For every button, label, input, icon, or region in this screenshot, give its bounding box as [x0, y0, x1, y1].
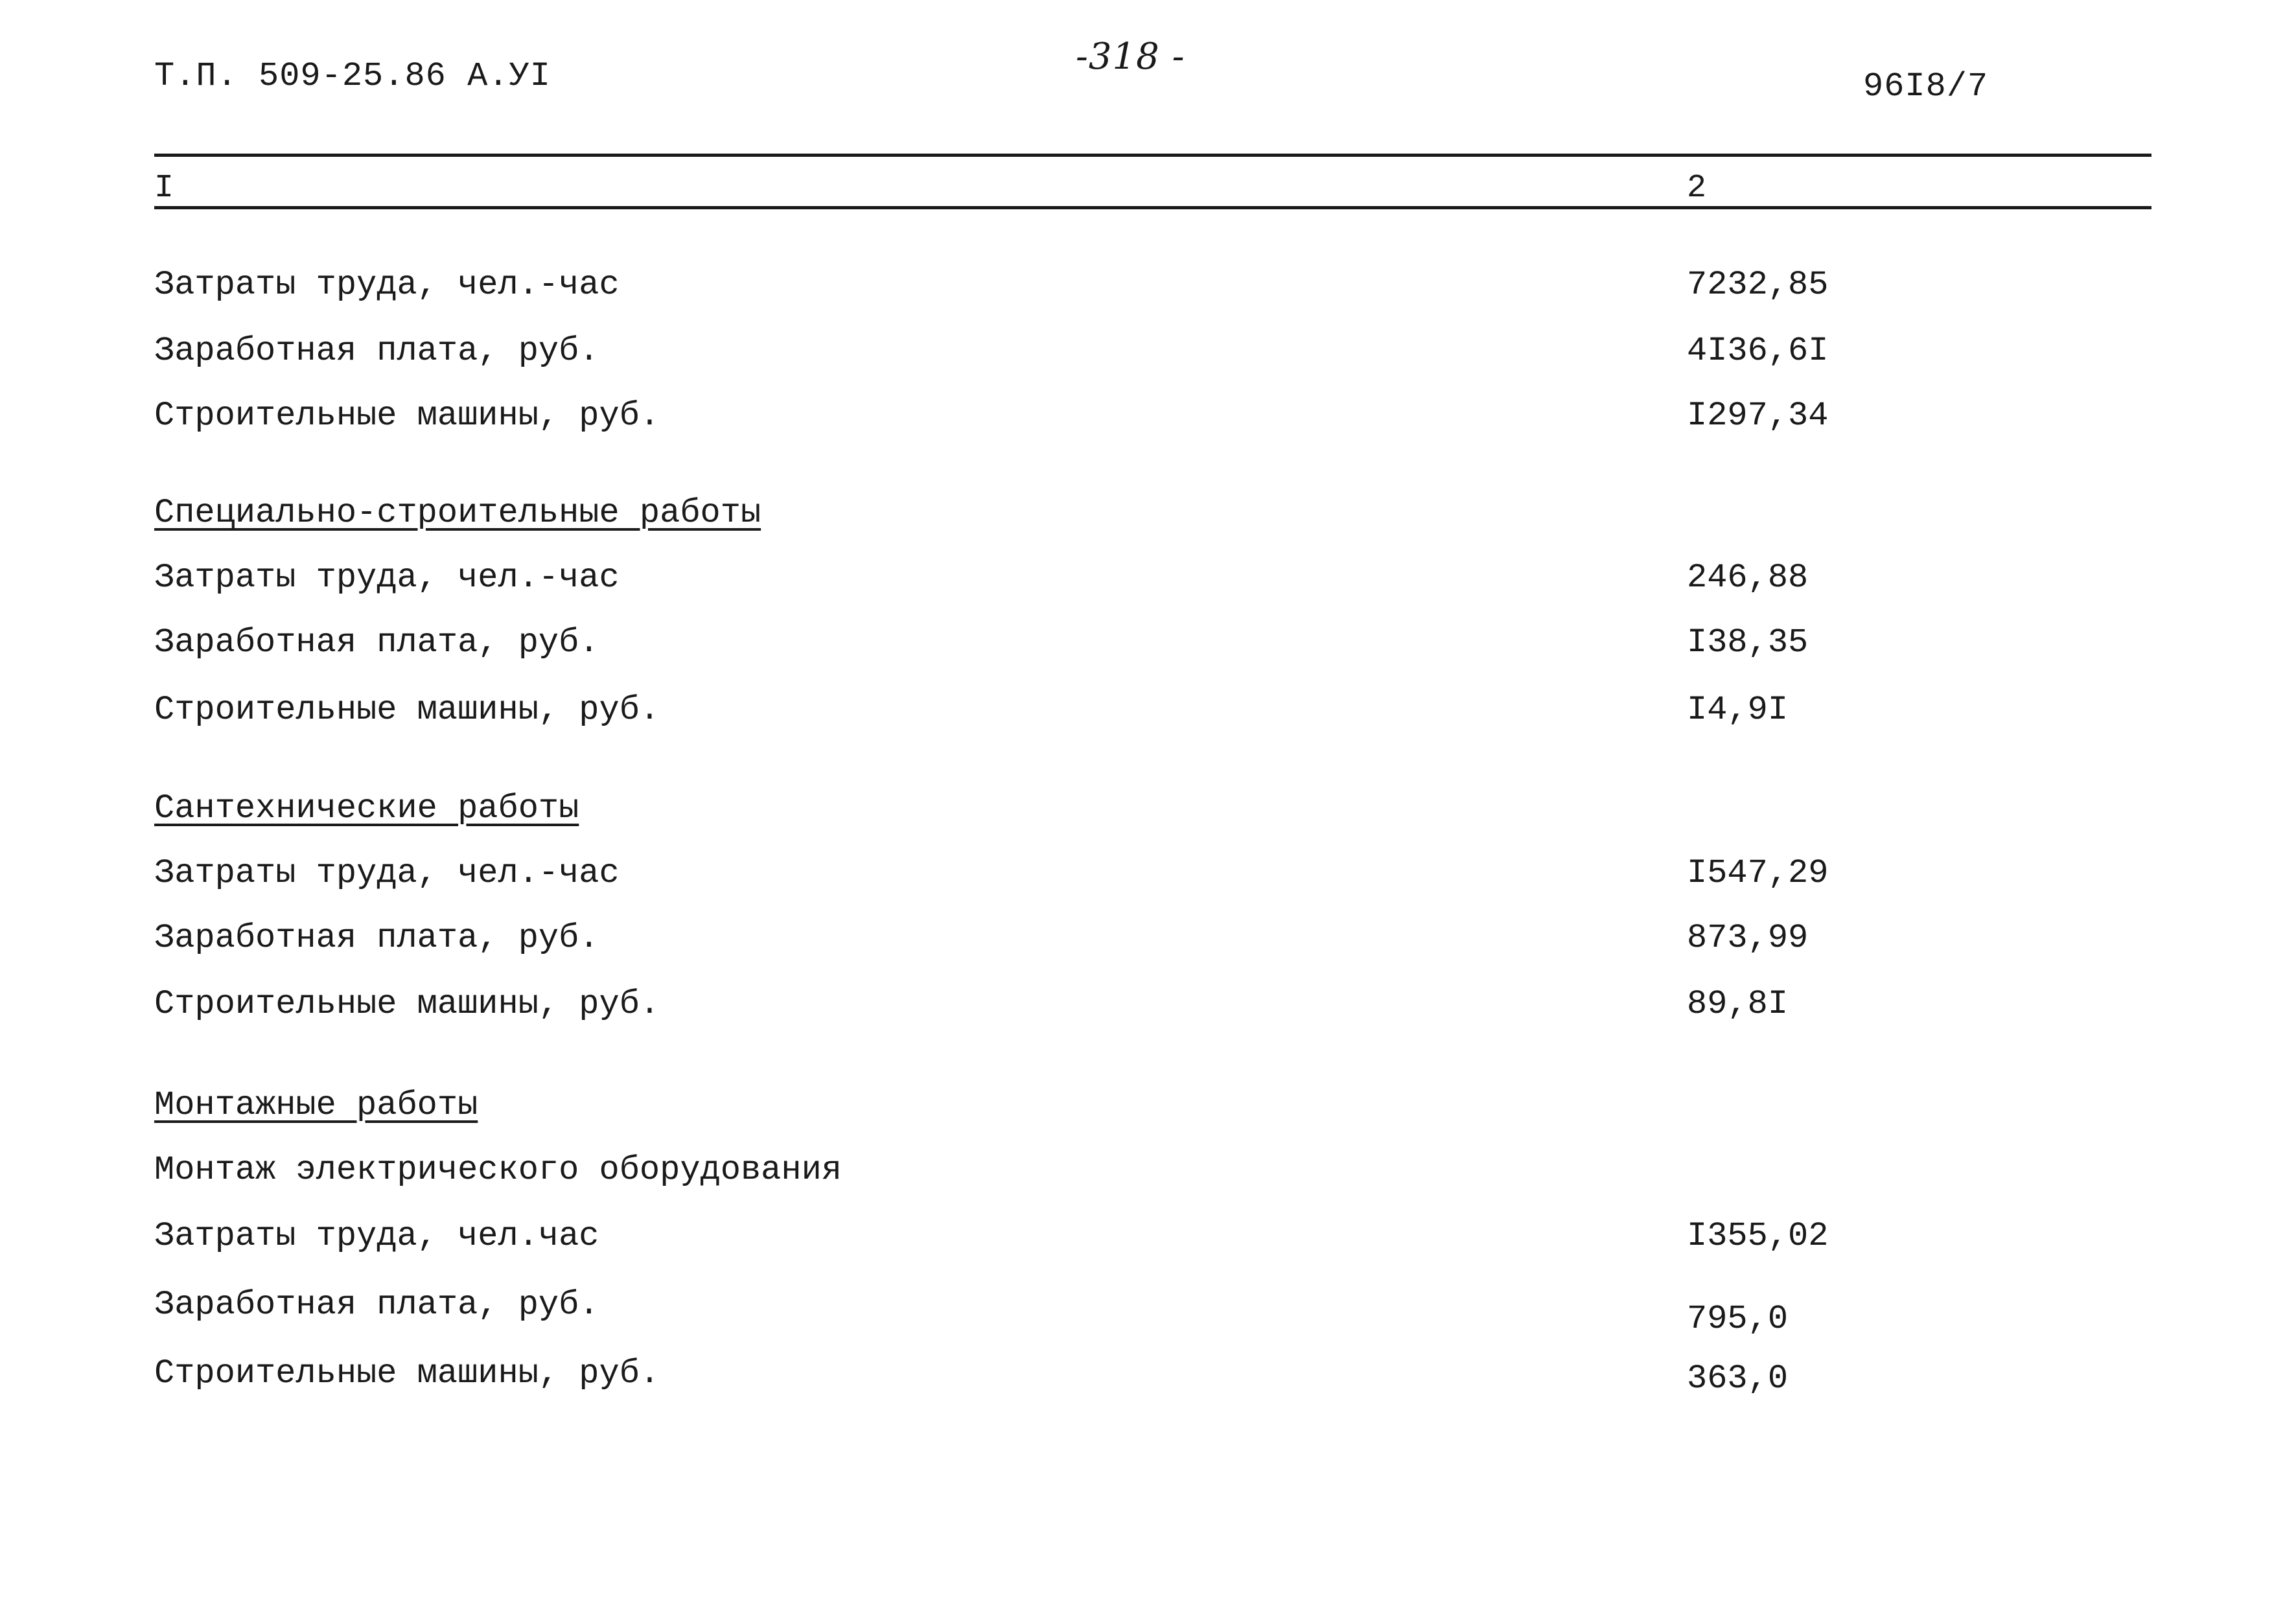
table-row [154, 1151, 2151, 1196]
table-top-rule [154, 154, 2151, 157]
column-header-1: I [154, 170, 174, 207]
row-value: I355,02 [1687, 1217, 1829, 1255]
table-header-rule [154, 206, 2151, 209]
page-number: -318 - [1076, 36, 1185, 78]
row-value: I547,29 [1687, 854, 1829, 892]
table-row [154, 1217, 2151, 1262]
row-label: Строительные машины, руб. [154, 1354, 660, 1393]
column-header-2: 2 [1687, 170, 1707, 207]
row-label: Затраты труда, чел.час [154, 1217, 599, 1255]
table-row [154, 1286, 2151, 1338]
section-heading [154, 1086, 2151, 1131]
row-label: Заработная плата, руб. [154, 332, 599, 370]
section-title: Сантехнические работы [154, 789, 579, 827]
table-row [154, 919, 2151, 964]
section-title: Специально-строительные работы [154, 494, 761, 532]
section-heading [154, 494, 2151, 539]
table-row [154, 691, 2151, 736]
table-row [154, 854, 2151, 899]
row-label: Строительные машины, руб. [154, 691, 660, 729]
row-label: Заработная плата, руб. [154, 1286, 599, 1324]
table-row [154, 1354, 2151, 1400]
table-row [154, 559, 2151, 604]
table-row [154, 266, 2151, 311]
row-value: 89,8I [1687, 985, 1789, 1023]
section-title: Монтажные работы [154, 1086, 478, 1124]
row-label: Затраты труда, чел.-час [154, 266, 620, 304]
document-code: Т.П. 509-25.86 А.УI [154, 57, 551, 95]
document-number: 96I8/7 [1863, 67, 1989, 106]
table-row [154, 332, 2151, 377]
row-label: Строительные машины, руб. [154, 985, 660, 1023]
row-value: 795,0 [1687, 1300, 1789, 1338]
section-heading [154, 789, 2151, 835]
table-row [154, 985, 2151, 1030]
row-value: I38,35 [1687, 623, 1809, 662]
row-value: 246,88 [1687, 559, 1809, 597]
row-label: Строительные машины, руб. [154, 397, 660, 435]
row-value: I4,9I [1687, 691, 1789, 729]
row-value: 363,0 [1687, 1359, 1789, 1398]
row-label: Затраты труда, чел.-час [154, 559, 620, 597]
row-label: Монтаж электрического оборудования [154, 1151, 842, 1189]
row-value: 7232,85 [1687, 266, 1829, 304]
row-label: Заработная плата, руб. [154, 623, 599, 662]
row-value: 4I36,6I [1687, 332, 1829, 370]
row-label: Затраты труда, чел.-час [154, 854, 620, 892]
table-row [154, 623, 2151, 669]
row-value: I297,34 [1687, 397, 1829, 435]
table-row [154, 397, 2151, 442]
row-value: 873,99 [1687, 919, 1809, 957]
row-label: Заработная плата, руб. [154, 919, 599, 957]
